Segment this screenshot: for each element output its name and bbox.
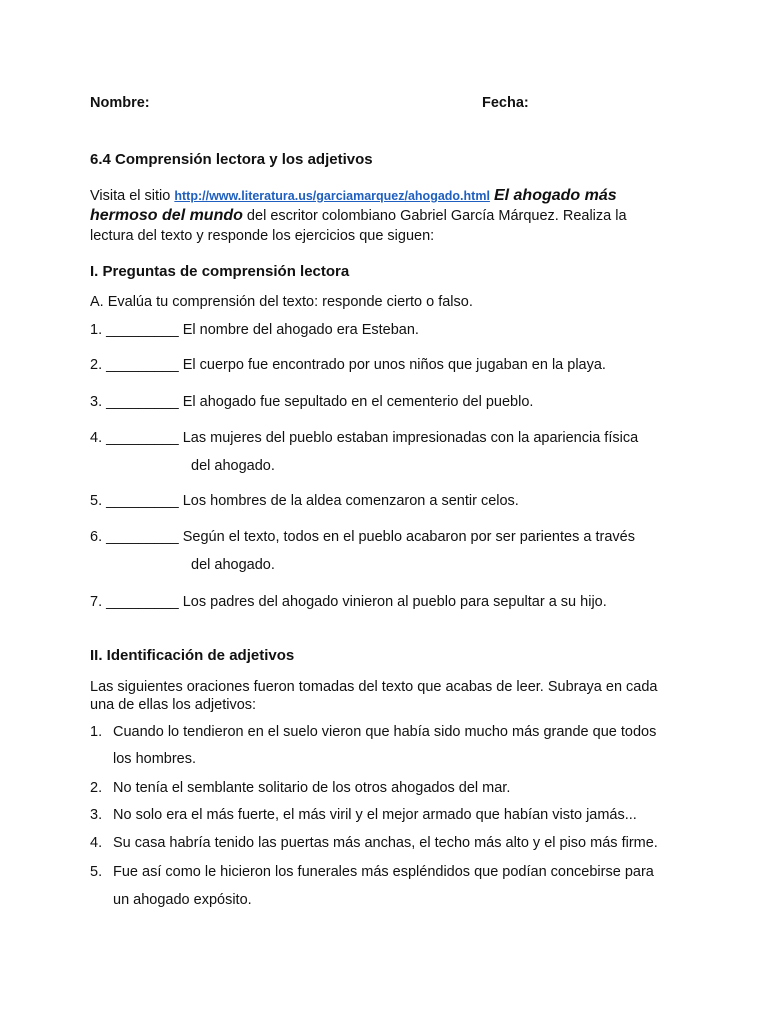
adj-item-text: Cuando lo tendieron en el suelo vieron que había sido mucho más grande que todos — [113, 724, 657, 740]
tf-item-text: Las mujeres del pueblo estaban impresionadas con la apariencia física — [182, 430, 639, 446]
tf-item-blank[interactable]: 1. _________ — [90, 322, 179, 338]
intro-line-3: lectura del texto y responde los ejercicios que siguen: — [90, 228, 435, 244]
tf-item-text: Los padres del ahogado vinieron al pueblo para sepultar a su hijo. — [182, 594, 607, 610]
nombre-label: Nombre: — [90, 95, 150, 111]
tf-item-blank[interactable]: 3. _________ — [90, 394, 179, 410]
tf-item-7 — [90, 593, 607, 611]
tf-item-blank[interactable]: 5. _________ — [90, 493, 179, 509]
section2-intro-line-2: una de ellas los adjetivos: — [90, 697, 257, 713]
tf-item-6-cont: del ahogado. — [191, 557, 275, 573]
tf-item-blank[interactable]: 2. _________ — [90, 357, 179, 373]
tf-item-6 — [90, 528, 635, 546]
tf-item-4 — [90, 429, 638, 447]
adj-item-text: No solo era el más fuerte, el más viril y el mejor armado que habían visto jamás... — [113, 807, 637, 823]
tf-item-text: El ahogado fue sepultado en el cementerio del pueblo. — [182, 394, 534, 410]
tf-item-3 — [90, 393, 533, 411]
section2-intro-line-1: Las siguientes oraciones fueron tomadas del texto que acabas de leer. Subraya en cada — [90, 679, 658, 695]
adj-item-number: 1. — [90, 724, 103, 740]
intro-after-title: del escritor colombiano Gabriel García Márquez. Realiza la — [242, 208, 627, 224]
tf-item-4-cont: del ahogado. — [191, 458, 275, 474]
story-link[interactable]: http://www.literatura.us/garciamarquez/ahogado.html — [174, 189, 490, 203]
section2-heading: II. Identificación de adjetivos — [90, 647, 295, 664]
section1-heading: I. Preguntas de comprensión lectora — [90, 263, 350, 280]
adj-item-text: No tenía el semblante solitario de los otros ahogados del mar. — [113, 780, 511, 796]
adj-item-number: 2. — [90, 780, 103, 796]
tf-item-text: Según el texto, todos en el pueblo acabaron por ser parientes a través — [182, 529, 635, 545]
adj-item-text-cont: los hombres. — [113, 751, 197, 767]
tf-item-5 — [90, 492, 519, 510]
tf-item-blank[interactable]: 7. _________ — [90, 594, 179, 610]
section1-instruction: A. Evalúa tu comprensión del texto: responde cierto o falso. — [90, 294, 473, 310]
adj-item-text: Su casa habría tenido las puertas más anchas, el techo más alto y el piso más firme. — [113, 835, 658, 851]
tf-item-2 — [90, 356, 606, 374]
tf-item-text: Los hombres de la aldea comenzaron a sentir celos. — [182, 493, 519, 509]
adj-item-number: 4. — [90, 835, 103, 851]
fecha-label: Fecha: — [482, 95, 529, 111]
book-title-part2: hermoso del mundo — [90, 207, 243, 224]
tf-item-1 — [90, 321, 419, 339]
tf-item-text: El nombre del ahogado era Esteban. — [182, 322, 419, 338]
book-title-part1: El ahogado más — [493, 187, 617, 204]
tf-item-blank[interactable]: 4. _________ — [90, 430, 179, 446]
worksheet-title: 6.4 Comprensión lectora y los adjetivos — [90, 151, 373, 168]
intro-line-2 — [90, 207, 627, 225]
tf-item-text: El cuerpo fue encontrado por unos niños que jugaban en la playa. — [182, 357, 606, 373]
adj-item-text-cont: un ahogado expósito. — [113, 892, 252, 908]
tf-item-blank[interactable]: 6. _________ — [90, 529, 179, 545]
intro-prefix: Visita el sitio — [90, 188, 175, 204]
adj-item-number: 5. — [90, 864, 103, 880]
adj-item-text: Fue así como le hicieron los funerales más espléndidos que podían concebirse para — [113, 864, 654, 880]
intro-line-1 — [90, 187, 617, 205]
adj-item-number: 3. — [90, 807, 103, 823]
